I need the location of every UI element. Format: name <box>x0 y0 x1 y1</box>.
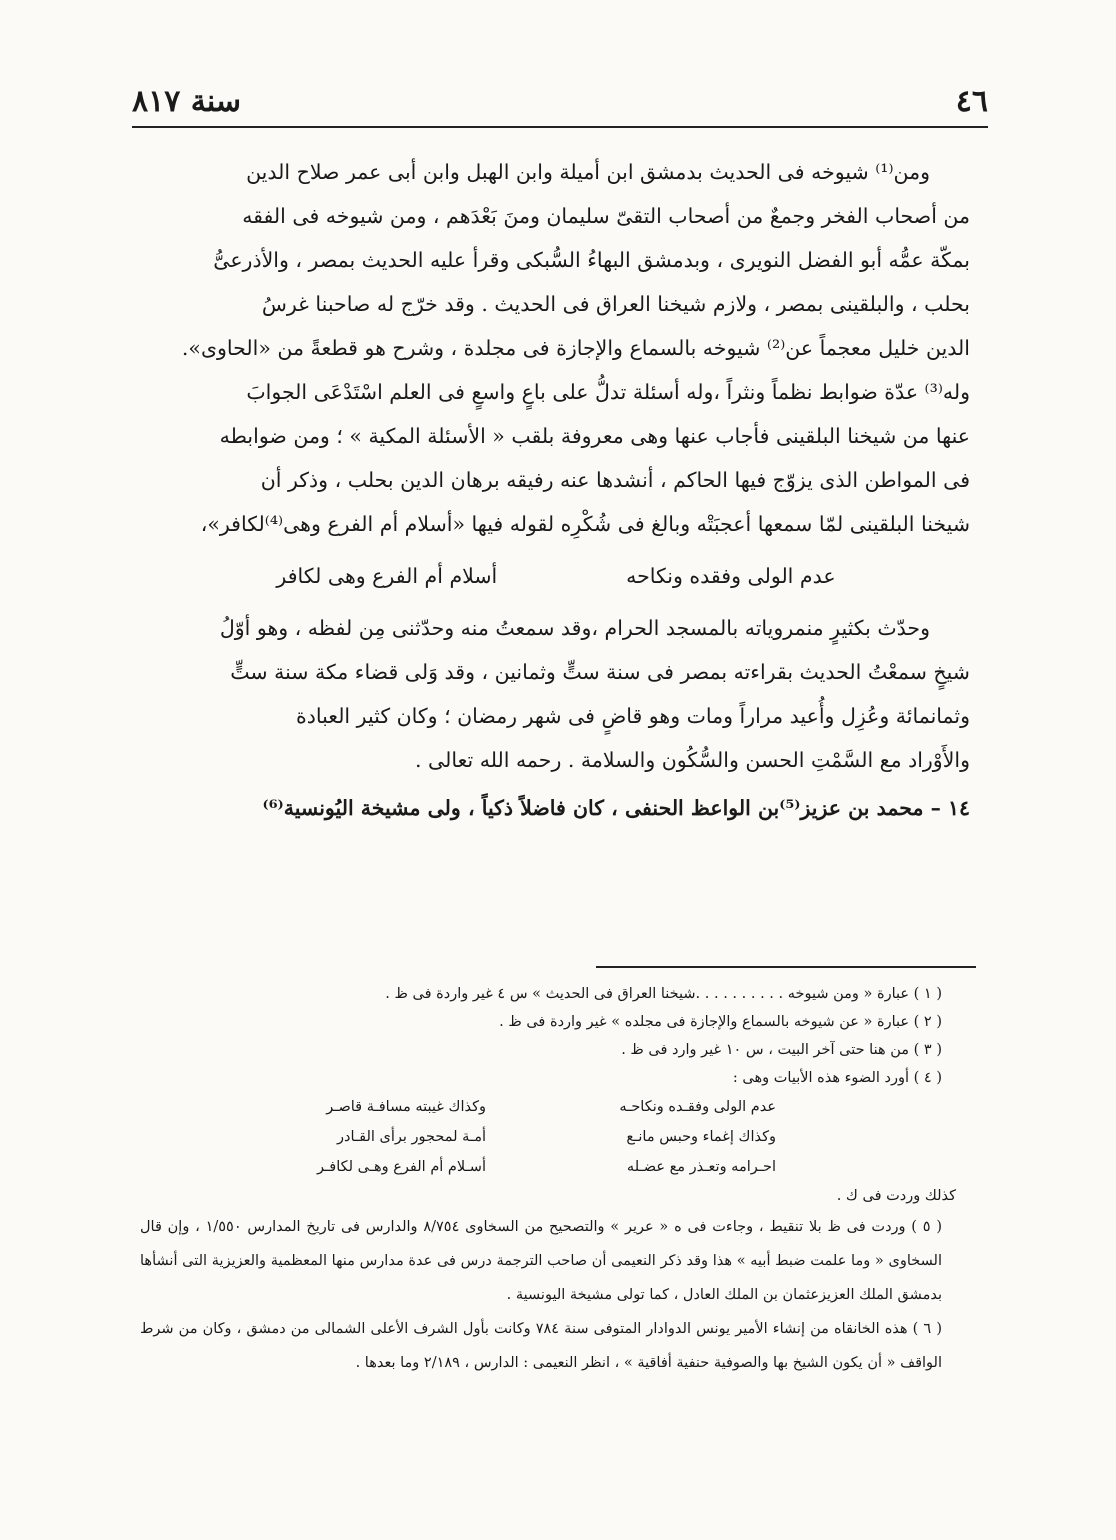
body-line: الدين خليل معجماً عن⁽²⁾ شيوخه بالسماع والإجازة فى مجلدة ، وشرح هو قطعةً من «الحاوى». <box>181 336 970 360</box>
body-line: بحلب ، والبلقينى بمصر ، ولازم شيخنا العراق فى الحديث . وقد خرّج له صاحبنا غرسُ <box>261 292 970 316</box>
footnote-divider <box>596 966 976 968</box>
body-line: وحدّث بكثيرٍ منمروياته بالمسجد الحرام ،وقد سمعتُ منه وحدّثنى مِن لفظه ، وهو أوّلُ <box>219 616 930 640</box>
verse-hemistich: احـرامه وتعـذر مع عضـله <box>626 1159 776 1175</box>
footnote-6: ( ٦ ) هذه الخانقاه من إنشاء الأمير يونس الدوادار المتوفى سنة ٧٨٤ وكانت بأول الشرف الأعلى الشمالى من دمشق ، وكان من شرط الواقف « أن يكون الشيخ بها والصوفية حنفية أفاقية » ، انظر النعيمى : الدارس ، ٢/١٨٩ وما بعدها . <box>140 1321 942 1371</box>
verse-hemistich: وكذاك غيبته مسافـة قاصـر <box>326 1099 486 1115</box>
verse-hemistich: أسـلام أم الفرع وهـى لكافـر <box>317 1159 486 1175</box>
footnote-4-end: كذلك وردت فى ك . <box>836 1188 956 1204</box>
body-line: والأَوْراد مع السَّمْتِ الحسن والسُّكُون والسلامة . رحمه الله تعالى . <box>414 748 970 772</box>
biography-entry: ١٤ – محمد بن عزيز⁽⁵⁾بن الواعظ الحنفى ، كان فاضلاً ذكياً ، ولى مشيخة اليُونسية⁽⁶⁾ <box>262 796 970 820</box>
body-line: بمكّة عمُّه أبو الفضل النويرى ، وبدمشق البهاءُ السُّبكى وقرأ عليه الحديث بمصر ، والأذرعىُّ <box>213 248 970 272</box>
verse-hemistich: عدم الولى وفقـده ونكاحـه <box>619 1099 776 1115</box>
footnote-3: ( ٣ ) من هنا حتى آخر البيت ، س ١٠ غير وارد فى ظ . <box>621 1042 942 1058</box>
footnote-1: ( ١ ) عبارة « ومن شيوخه . . . . . . . . . .شيخنا العراق فى الحديث » س ٤ غير واردة فى ظ . <box>385 986 942 1002</box>
footnote-verses <box>140 1092 956 1182</box>
footnote-4: ( ٤ ) أورد الضوء هذه الأبيات وهى : <box>732 1070 942 1086</box>
verse-hemistich: أمـة لمحجور برأى القـادر <box>337 1129 486 1145</box>
body-line: ومن⁽¹⁾ شيوخه فى الحديث بدمشق ابن أميلة وابن الهبل وابن أبى عمر صلاح الدين <box>246 160 930 184</box>
body-line: شيخنا البلقينى لمّا سمعها أعجبَتْه وبالغ فى شُكْرِه لقوله فيها «أسلام أم الفرع وهى⁽⁴⁾لكافر»، <box>200 512 970 536</box>
verse-hemistich-right: عدم الولى وفقده ونكاحه <box>626 564 836 588</box>
body-line: وله⁽³⁾ عدّة ضوابط نظماً ونثراً ،وله أسئلة تدلُّ على باعٍ واسعٍ فى العلم اسْتَدْعَى الجوابَ <box>246 380 970 404</box>
year-title: سنة ٨١٧ <box>132 83 242 119</box>
main-text <box>142 150 970 830</box>
verse-line <box>142 554 970 598</box>
body-line: عنها من شيخنا البلقينى فأجاب عنها وهى معروفة بلقب « الأسئلة المكية » ؛ ومن ضوابطه <box>219 424 970 448</box>
page-header <box>132 78 988 124</box>
body-line: شيخٍ سمعْتُ الحديث بقراءته بمصر فى سنة ستٍّ وثمانين ، وقد وَلى قضاء مكة سنة ستٍّ <box>230 660 970 684</box>
verse-hemistich-left: أسلام أم الفرع وهى لكافر <box>276 564 498 588</box>
footnotes <box>140 980 956 1380</box>
header-divider <box>132 126 988 128</box>
page-number: ٤٦ <box>955 83 988 119</box>
footnote-5: ( ٥ ) وردت فى ظ بلا تنقيط ، وجاءت فى ه « عرير » والتصحيح من السخاوى ٨/٧٥٤ والدارس فى تاريخ المدارس ١/٥٥٠ ، وإن قال السخاوى « وما علمت ضبط أبيه » هذا وقد ذكر النعيمى أن صاحب الترجمة درس فى عدة مدارس منها المعظمية والعزيزية التى أنشأها بدمشق الملك العزيزعثمان بن الملك العادل ، كما تولى مشيخة اليونسية . <box>140 1219 942 1303</box>
body-line: فى المواطن الذى يزوّج فيها الحاكم ، أنشدها عنه رفيقه برهان الدين بحلب ، وذكر أن <box>260 468 970 492</box>
body-line: وثمانمائة وعُزِل وأُعيد مراراً ومات وهو قاضٍ فى شهر رمضان ؛ وكان كثير العبادة <box>296 704 970 728</box>
body-line: من أصحاب الفخر وجمعٌ من أصحاب التقىّ سليمان ومنَ بَعْدَهم ، ومن شيوخه فى الفقه <box>242 204 970 228</box>
verse-hemistich: وكذاك إغماء وحبس مانـع <box>626 1129 776 1145</box>
footnote-2: ( ٢ ) عبارة « عن شيوخه بالسماع والإجازة فى مجلده » غير واردة فى ظ . <box>499 1014 942 1030</box>
